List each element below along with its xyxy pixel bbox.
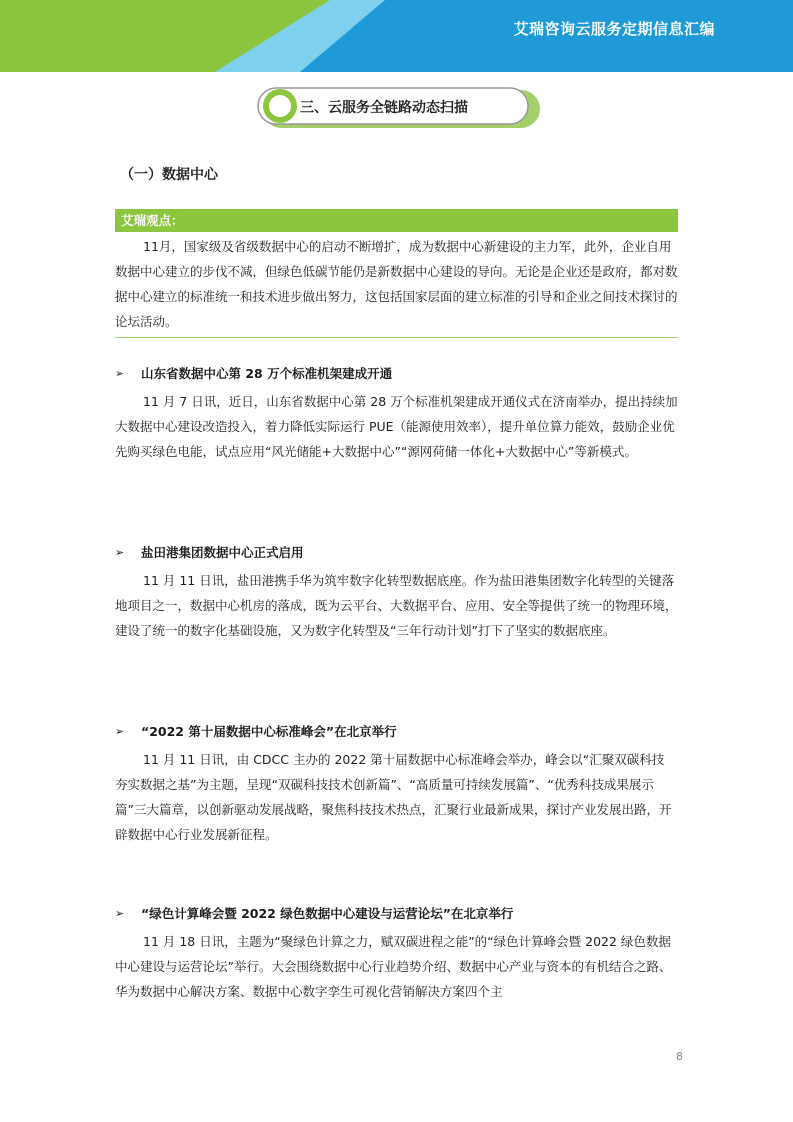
news-body: 11 月 18 日讯，主题为“聚绿色计算之力，赋双碳进程之能”的“绿色计算峰会暨 2022 绿色数据中心建设与运营论坛”举行。大会围绕数据中心行业趋势介绍、数据中心产业与资本的有机结合之路、华为数据中心解决方案、数据中心数字孪生可视化营销解决方案四个主 (115, 934, 672, 999)
news-body: 11 月 11 日讯，盐田港携手华为筑牢数字化转型数据底座。作为盐田港集团数字化转型的关键落地项目之一，数据中心机房的落成，既为云平台、大数据平台、应用、安全等提供了统一的物理环境，建设了统一的数字化基础设施，又为数字化转型及“三年行动计划”打下了坚实的数据底座。 (115, 573, 678, 638)
arrow-bullet-icon: ➢ (115, 907, 125, 920)
news-body: 11 月 7 日讯，近日，山东省数据中心第 28 万个标准机架建成开通仪式在济南举办，提出持续加大数据中心建设改造投入，着力降低实际运行 PUE（能源使用效率），提升单位算力能效，鼓励企业优先购买绿色电能，试点应用“风光储能+大数据中心”“源网荷储一体化+大数据中心”等新模式。 (115, 394, 678, 459)
arrow-bullet-icon: ➢ (115, 725, 125, 738)
news-title: “绿色计算峰会暨 2022 绿色数据中心建设与运营论坛”在北京举行 (141, 906, 514, 921)
news-item (115, 722, 680, 847)
viewpoint-label: 艾瑞观点： (115, 209, 678, 232)
page-number: 8 (676, 1050, 683, 1063)
news-body: 11 月 11 日讯，由 CDCC 主办的 2022 第十届数据中心标准峰会举办，峰会以“汇聚双碳科技 夯实数据之基”为主题，呈现“双碳科技技术创新篇”、“高质量可持续发展篇”、“优秀科技成果展示篇”三大篇章，以创新驱动发展战略，聚焦科技技术热点，汇聚行业最新成果，探讨产业发展出路，开辟数据中心行业发展新征程。 (115, 752, 672, 842)
header-title: 艾瑞咨询云服务定期信息汇编 (513, 20, 715, 38)
news-title: 盐田港集团数据中心正式启用 (141, 545, 304, 560)
viewpoint-text: 11月，国家级及省级数据中心的启动不断增扩，成为数据中心新建设的主力军，此外，企业自用数据中心建立的步伐不减，但绿色低碳节能仍是新数据中心建设的导向。无论是企业还是政府，都对数据中心建立的标准统一和技术进步做出努力，这包括国家层面的建立标准的引导和企业之间技术探讨的论坛活动。 (115, 239, 678, 329)
arrow-bullet-icon: ➢ (115, 367, 125, 380)
section-title: 三、云服务全链路动态扫描 (300, 100, 468, 116)
news-item (115, 904, 680, 1004)
news-item (115, 543, 680, 643)
news-title: 山东省数据中心第 28 万个标准机架建成开通 (141, 366, 393, 381)
arrow-bullet-icon: ➢ (115, 546, 125, 559)
viewpoint-box (115, 234, 678, 338)
news-item (115, 364, 680, 464)
news-title: “2022 第十届数据中心标准峰会”在北京举行 (141, 724, 397, 739)
subsection-title: （一）数据中心 (120, 167, 218, 183)
